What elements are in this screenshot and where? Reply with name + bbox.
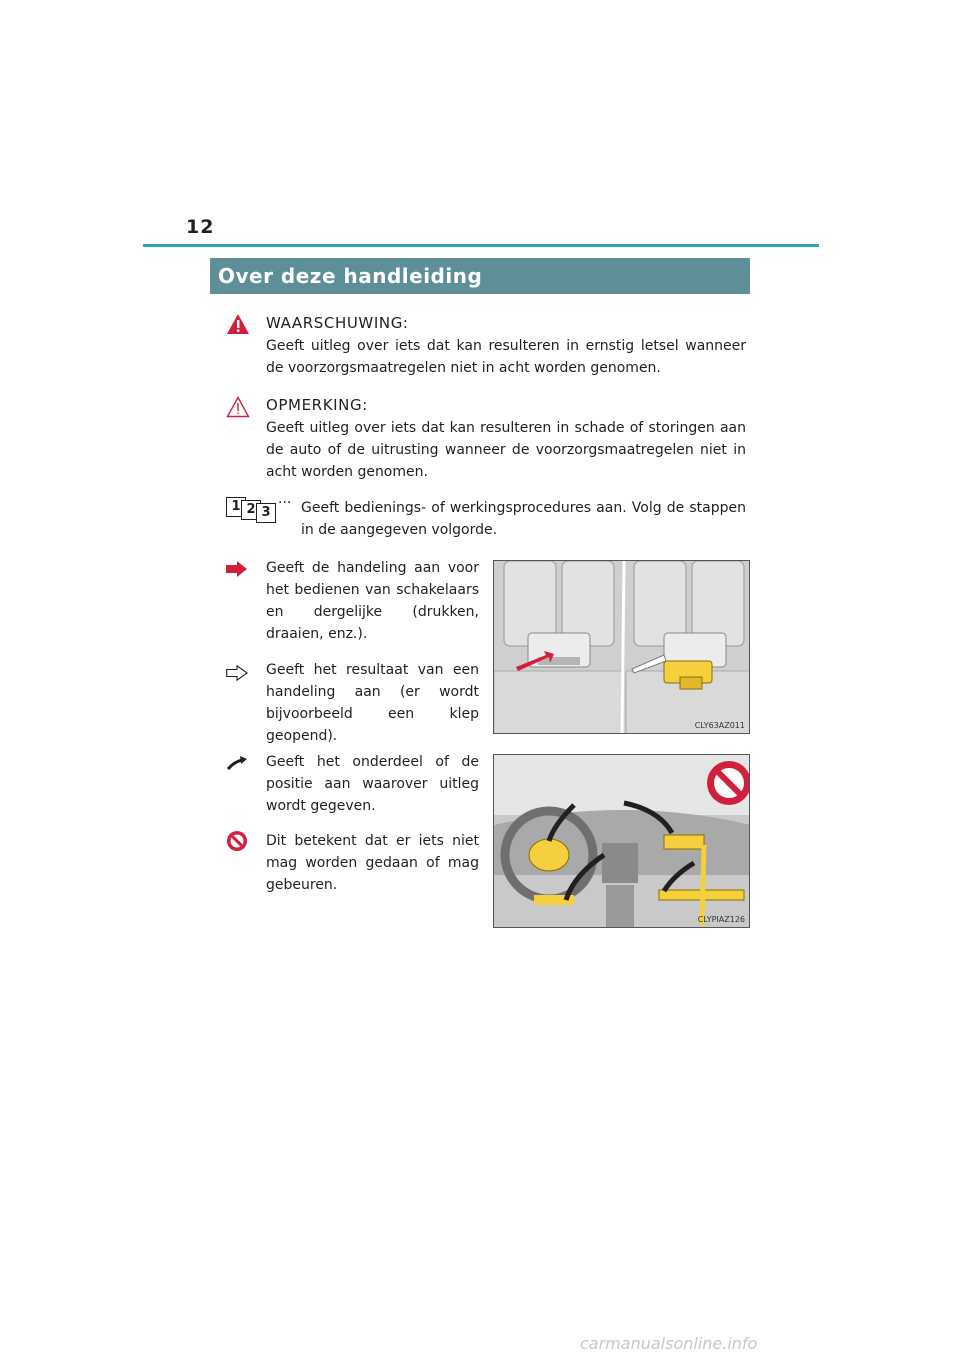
component-text: Geeft het onderdeel of de positie aan waarover uitleg wordt gegeven.: [266, 754, 479, 814]
notice-text: Geeft uitleg over iets dat kan resulteren in schade of storingen aan de auto of de uitrusting wanneer de voorzorgsmaatregelen niet in acht worden genomen.: [266, 420, 746, 480]
step-three-box: 3: [256, 503, 276, 523]
figure-code: CLYPIAZ126: [697, 915, 745, 924]
caution-outline-icon: [226, 396, 250, 418]
result-text: Geeft het resultaat van een handeling aan (er wordt bijvoorbeeld een klep geopend).: [266, 662, 479, 744]
steps-text: Geeft bedienings- of werkingsprocedures aan. Volg de stappen in de aangegeven volgorde.: [301, 500, 746, 538]
warning-heading: WAARSCHUWING:: [266, 314, 409, 332]
page-number: 12: [186, 216, 215, 238]
step-one-box: 1: [226, 497, 246, 517]
result-arrow-icon: [226, 665, 248, 681]
section-title-bar: [210, 258, 750, 294]
warning-text: Geeft uitleg over iets dat kan resulteren in ernstig letsel wanneer de voorzorgsmaatregelen niet in acht worden genomen.: [266, 338, 746, 376]
step-two-box: 2: [241, 500, 261, 520]
prohibited-text: Dit betekent dat er iets niet mag worden gedaan of mag gebeuren.: [266, 833, 479, 893]
operation-text: Geeft de handeling aan voor het bedienen van schakelaars en dergelijke (drukken, draaien, enz.).: [266, 560, 479, 642]
figure-code: CLY63AZ011: [694, 721, 745, 730]
component-pointer-icon: [226, 755, 248, 771]
notice-heading: OPMERKING:: [266, 396, 368, 414]
section-title: Over deze handleiding: [218, 264, 483, 288]
prohibited-icon: [226, 830, 248, 852]
dashboard-illustration: [493, 754, 750, 928]
step-numbers-icon: [226, 497, 276, 519]
header-rule: [143, 244, 819, 247]
warning-icon: [226, 313, 250, 335]
rear-seat-illustration: [493, 560, 750, 734]
footer-watermark: carmanualsonline.info: [580, 1334, 758, 1353]
steps-dots: ···: [278, 495, 292, 511]
operation-arrow-icon: [226, 561, 248, 577]
